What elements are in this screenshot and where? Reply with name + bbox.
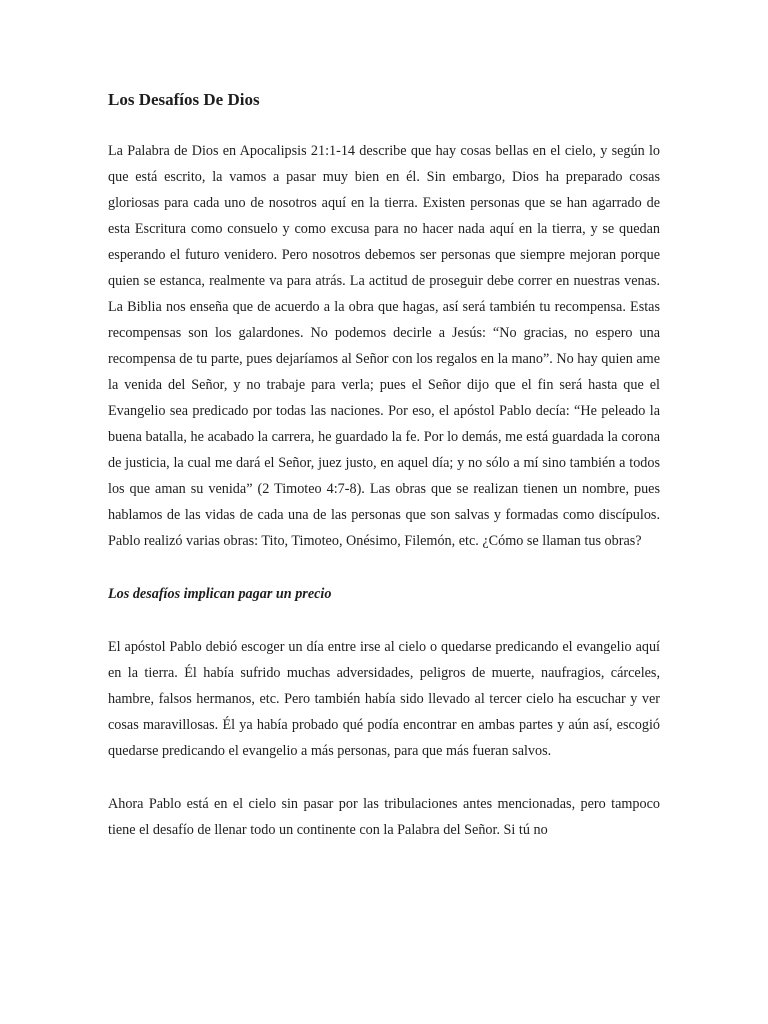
paragraph: Ahora Pablo está en el cielo sin pasar por las tribulaciones antes mencionadas, pero tampoco tiene el desafío de llenar todo un continente con la Palabra del Señor. Si tú no — [108, 796, 660, 838]
paragraph: El apóstol Pablo debió escoger un día entre irse al cielo o quedarse predicando el evangelio aquí en la tierra. Él había sufrido muchas adversidades, peligros de muerte, naufragios, cárceles, hambre, falsos hermanos, etc. Pero también había sido llevado al tercer cielo ha escuchar y ver cosas maravillosas. Él ya había probado qué podía encontrar en ambas partes y aún así, escogió quedarse predicando el evangelio a más personas, para que más fueran salvos. — [108, 639, 660, 759]
document-title: Los Desafíos De Dios — [108, 90, 260, 109]
section-heading: Los desafíos implican pagar un precio — [108, 586, 332, 602]
paragraph: La Palabra de Dios en Apocalipsis 21:1-14 describe que hay cosas bellas en el cielo, y según lo que está escrito, la vamos a pasar muy bien en él. Sin embargo, Dios ha preparado cosas gloriosas para cada uno de nosotros aquí en la tierra. Existen personas que se han agarrado de esta Escritura como consuelo y como excusa para no hacer nada aquí en la tierra, y se quedan esperando el futuro venidero. Pero nosotros debemos ser personas que siempre mejoran porque quien se estanca, realmente va para atrás. La actitud de proseguir debe correr en nuestras venas. La Biblia nos enseña que de acuerdo a la obra que hagas, así será también tu recompensa. Estas recompensas son los galardones. No podemos decirle a Jesús: “No gracias, no espero una recompensa de tu parte, pues dejaríamos al Señor con los regalos en la mano”. No hay quien ame la venida del Señor, y no trabaje para verla; pues el Señor dijo que el fin será hasta que el Evangelio sea predicado por todas las naciones. Por eso, el apóstol Pablo decía: “He peleado la buena batalla, he acabado la carrera, he guardado la fe. Por lo demás, me está guardada la corona de justicia, la cual me dará el Señor, juez justo, en aquel día; y no sólo a mí sino también a todos los que aman su venida” (2 Timoteo 4:7-8). Las obras que se realizan tienen un nombre, pues hablamos de las vidas de cada una de las personas que son salvas y formadas como discípulos. Pablo realizó varias obras: Tito, Timoteo, Onésimo, Filemón, etc. ¿Cómo se llaman tus obras? — [108, 143, 660, 549]
